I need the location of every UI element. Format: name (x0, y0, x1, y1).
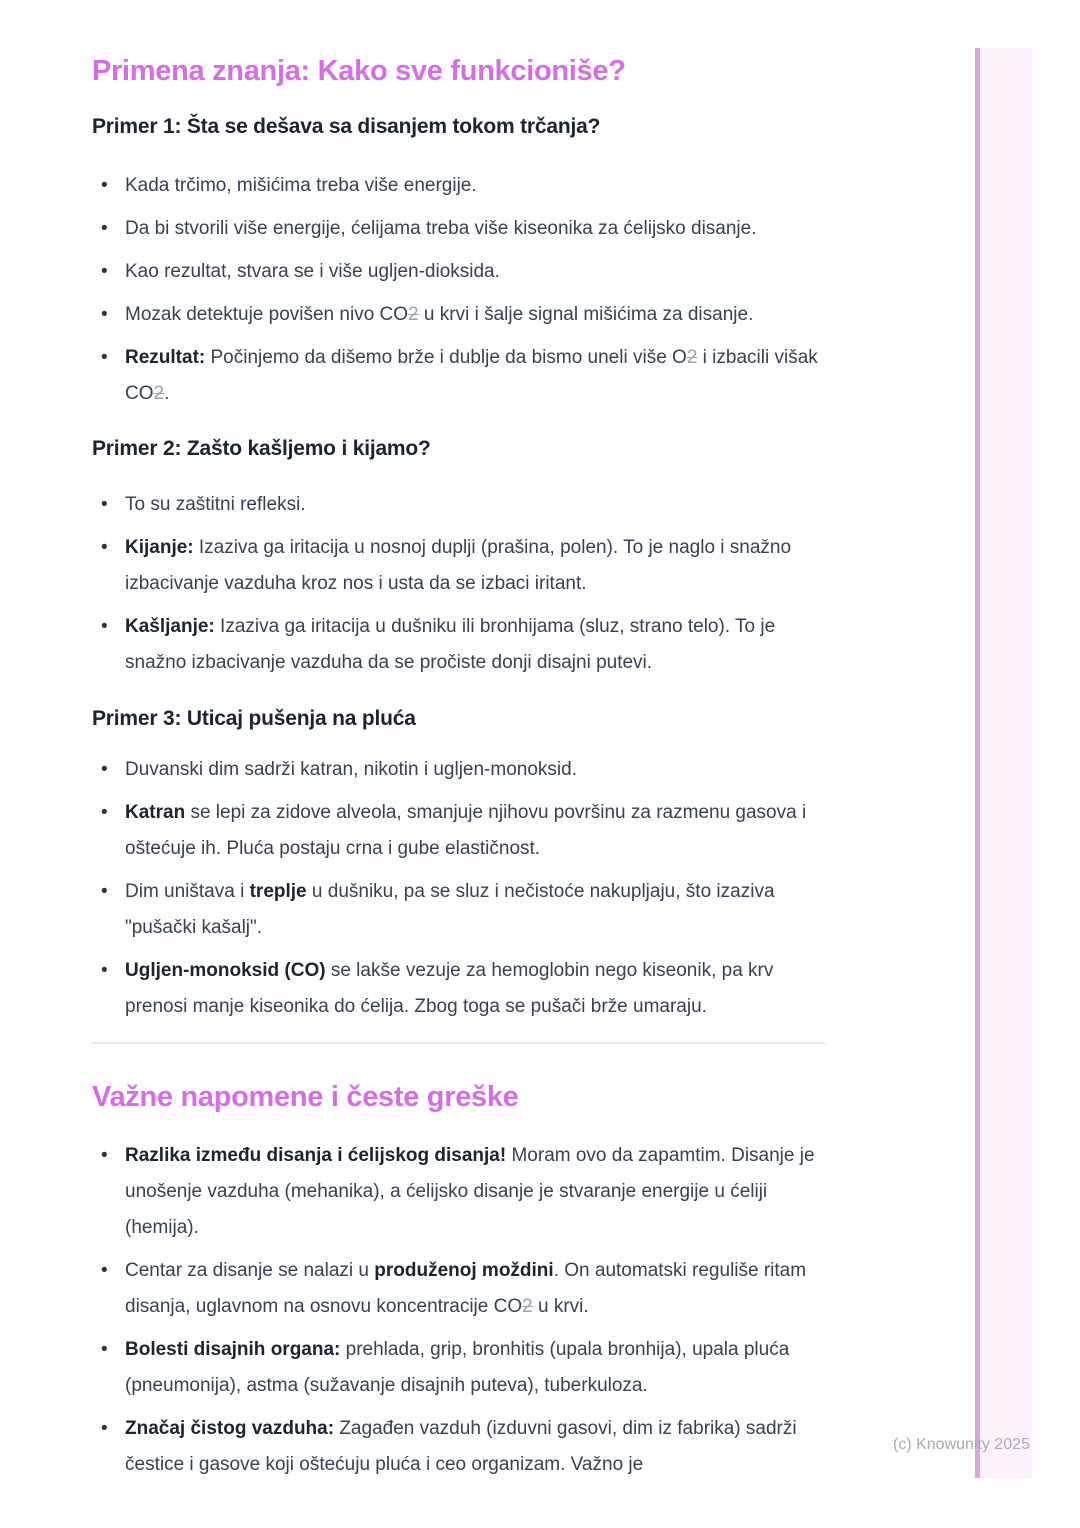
example-1-heading: Primer 1: Šta se dešava sa disanjem tokom trčanja? (92, 115, 601, 138)
page-margin-highlight-strip (975, 48, 1032, 1478)
list-item: • Duvanski dim sadrži katran, nikotin i ugljen-monoksid. (92, 752, 834, 788)
list-item: • Bolesti disajnih organa: prehlada, grip, bronhitis (upala bronhija), upala pluća (pneumonija), astma (sužavanje disajnih puteva), tuberkuloza. (92, 1332, 834, 1404)
example-1-bullet-list (92, 168, 834, 412)
document-content (92, 0, 834, 1490)
list-item: • Značaj čistog vazduha: Zagađen vazduh (izduvni gasovi, dim iz fabrika) sadrži čestice i gasove koji oštećuju pluća i ceo organizam. Važno je (92, 1411, 834, 1483)
list-item: • To su zaštitni refleksi. (92, 487, 834, 523)
list-item: • Kao rezultat, stvara se i više ugljen-dioksida. (92, 254, 834, 290)
list-item: • Mozak detektuje povišen nivo CO2 u krvi i šalje signal mišićima za disanje. (92, 297, 834, 333)
example-2-bullet-list (92, 487, 834, 681)
notes-bullet-list (92, 1138, 834, 1483)
example-2-heading: Primer 2: Zašto kašljemo i kijamo? (92, 437, 431, 460)
copyright-watermark: (c) Knowunity 2025 (893, 1436, 1030, 1453)
list-item: • Razlika između disanja i ćelijskog disanja! Moram ovo da zapamtim. Disanje je unošenje vazduha (mehanika), a ćelijsko disanje je stvaranje energije u ćeliji (hemija). (92, 1138, 834, 1246)
list-item: • Kada trčimo, mišićima treba više energije. (92, 168, 834, 204)
list-item: • Dim uništava i treplje u dušniku, pa se sluz i nečistoće nakupljaju, što izaziva "pušački kašalj". (92, 874, 834, 946)
section-title-vazne-napomene: Važne napomene i česte greške (92, 1081, 519, 1113)
list-item: • Rezultat: Počinjemo da dišemo brže i dublje da bismo uneli više O2 i izbacili višak CO2. (92, 340, 834, 412)
section-title-primena-znanja: Primena znanja: Kako sve funkcioniše? (92, 55, 626, 87)
section-divider (92, 1042, 825, 1044)
example-3-heading: Primer 3: Uticaj pušenja na pluća (92, 707, 416, 730)
list-item: • Kijanje: Izaziva ga iritacija u nosnoj duplji (prašina, polen). To je naglo i snažno izbacivanje vazduha kroz nos i usta da se izbaci iritant. (92, 530, 834, 602)
list-item: • Katran se lepi za zidove alveola, smanjuje njihovu površinu za razmenu gasova i oštećuje ih. Pluća postaju crna i gube elastičnost. (92, 795, 834, 867)
list-item: • Ugljen-monoksid (CO) se lakše vezuje za hemoglobin nego kiseonik, pa krv prenosi manje kiseonika do ćelija. Zbog toga se pušači brže umaraju. (92, 953, 834, 1025)
list-item: • Da bi stvorili više energije, ćelijama treba više kiseonika za ćelijsko disanje. (92, 211, 834, 247)
example-3-bullet-list (92, 752, 834, 1025)
list-item: • Kašljanje: Izaziva ga iritacija u dušniku ili bronhijama (sluz, strano telo). To je snažno izbacivanje vazduha da se pročiste donji disajni putevi. (92, 609, 834, 681)
list-item: • Centar za disanje se nalazi u produženoj moždini. On automatski reguliše ritam disanja, uglavnom na osnovu koncentracije CO2 u krvi. (92, 1253, 834, 1325)
